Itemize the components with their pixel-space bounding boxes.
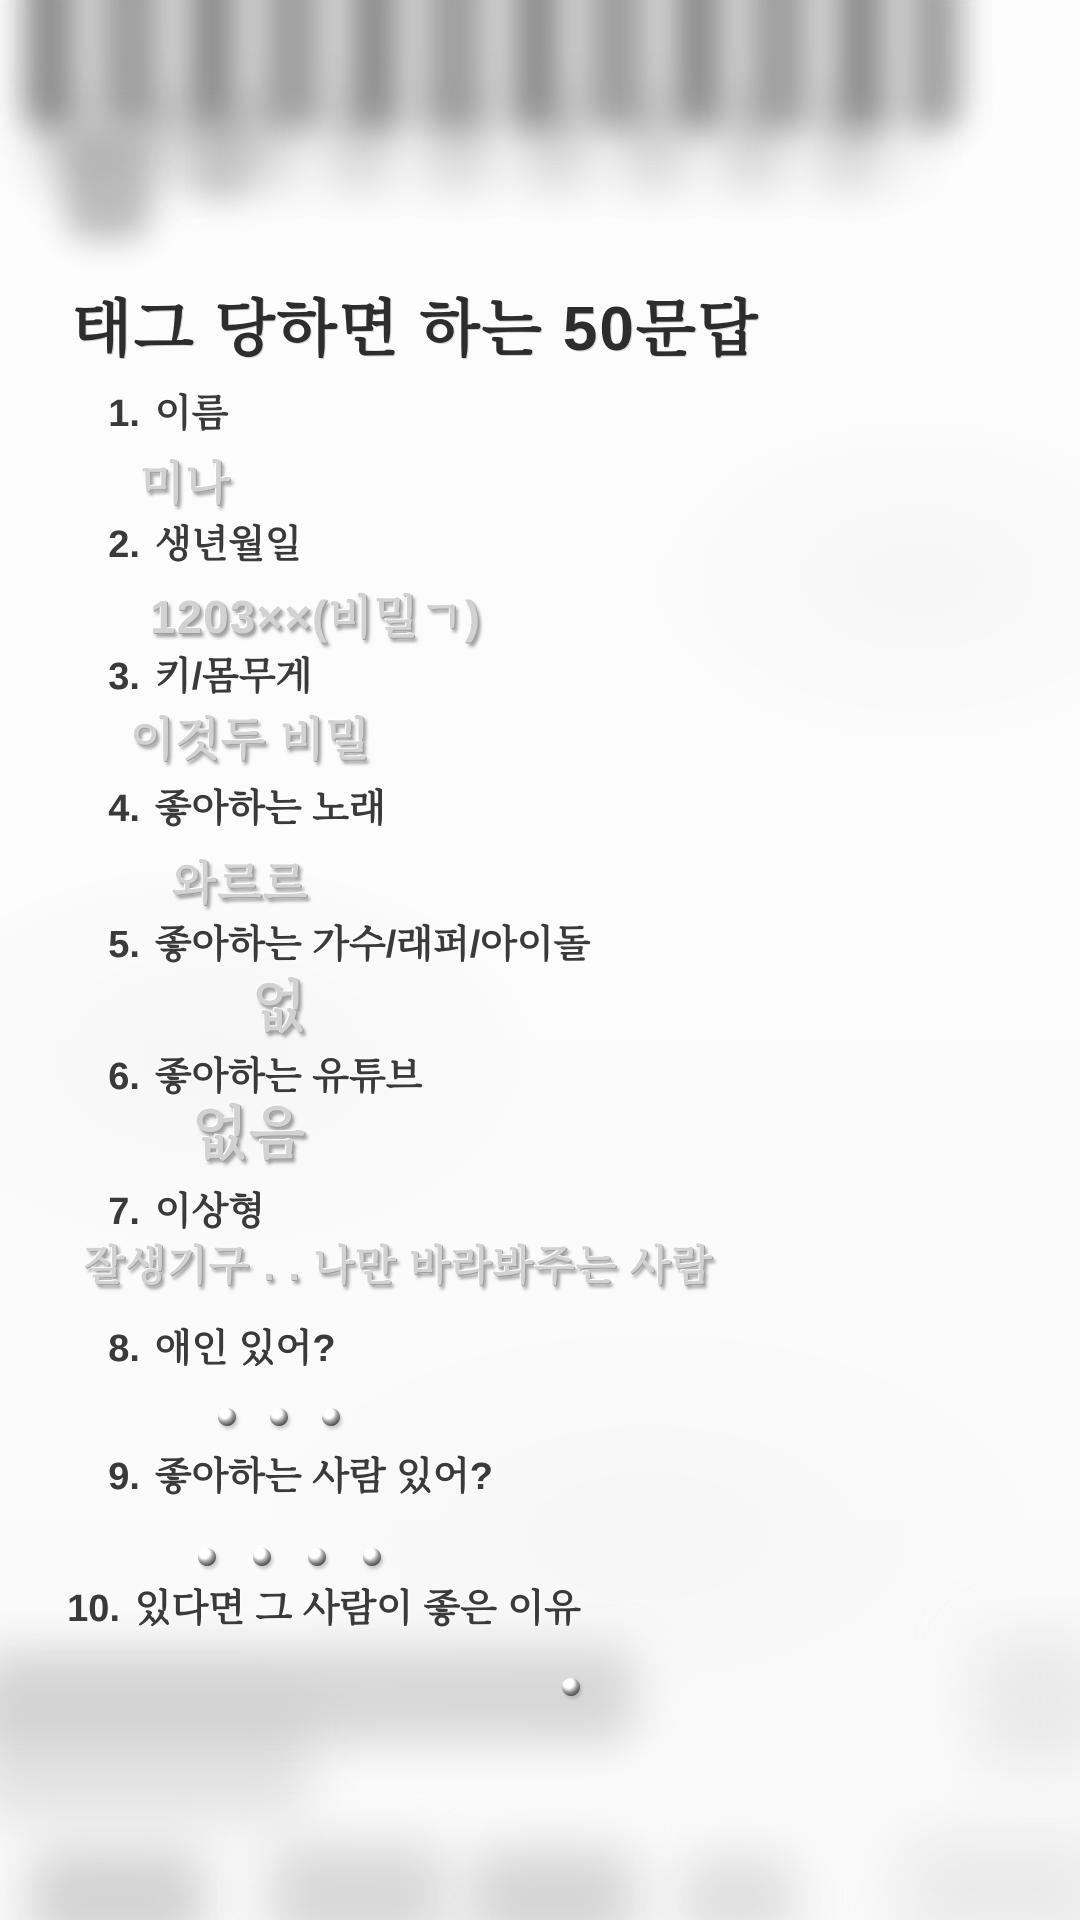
question-text: 좋아하는 노래 [155,788,386,830]
answer-text-1: 미나 [140,457,231,509]
blurred-edge-shading [975,1635,1080,1765]
answer-dot [253,1548,271,1566]
question-line-7 [80,1191,265,1234]
answer-dot [562,1678,580,1696]
question-number: 4. [108,788,140,830]
question-number: 8. [108,1328,140,1370]
answer-text-5: 없 [252,975,308,1038]
question-line-1 [80,393,228,436]
answer-dots-8 [218,1408,340,1426]
question-number: 9. [108,1456,140,1498]
question-number: 5. [108,924,140,966]
question-line-9 [80,1456,493,1499]
answer-dot [322,1408,340,1426]
answer-dot [308,1548,326,1566]
answer-text-7: 잘생기구 . . 나만 바라봐주는 사람 [84,1242,714,1289]
blurred-text-region-bottom [30,1850,205,1920]
question-number: 7. [108,1191,140,1233]
answer-text-6: 없음 [192,1101,307,1166]
question-line-8 [80,1328,336,1371]
question-line-4 [80,788,386,831]
blurred-edge-shading [900,1835,1080,1920]
blurred-text-descender [190,112,250,200]
blurred-text-region-bottom [470,1850,635,1920]
question-text: 좋아하는 가수/래퍼/아이돌 [155,924,591,966]
blurred-text-descender [66,128,150,240]
answer-dots-9 [198,1548,381,1566]
question-text: 애인 있어? [155,1328,336,1370]
answer-dots-10 [562,1678,580,1696]
question-line-5 [80,924,590,967]
question-number: 3. [108,656,140,698]
answer-dot [218,1408,236,1426]
blurred-text-region-bottom [270,1845,445,1920]
blurred-text-region-top-fade [35,96,925,188]
question-text: 생년월일 [155,524,302,566]
question-text: 이름 [155,393,229,435]
answer-text-3: 이것두 비밀 [130,713,371,765]
question-text: 이상형 [155,1191,266,1233]
question-number: 6. [108,1056,140,1098]
answer-text-4: 와르르 [172,857,309,909]
blurred-answer-region [0,1648,635,1743]
question-line-10 [60,1588,581,1631]
question-number: 1. [108,393,140,435]
blurred-answer-region [0,1698,310,1818]
question-line-6 [80,1056,423,1099]
answer-text-2: 1203××(비밀ㄱ) [150,591,482,643]
question-text: 좋아하는 유튜브 [155,1056,423,1098]
answer-dot [198,1548,216,1566]
answer-dot [363,1548,381,1566]
question-number: 10. [67,1588,120,1630]
page-title: 태그 당하면 하는 50문답 [72,295,760,364]
question-line-2 [80,524,302,567]
question-text: 있다면 그 사람이 좋은 이유 [135,1588,582,1630]
question-text: 좋아하는 사람 있어? [155,1456,493,1498]
answer-dot [270,1408,288,1426]
blurred-text-region-bottom [680,1856,795,1920]
question-number: 2. [108,524,140,566]
blurred-text-region-top [25,0,960,130]
question-line-3 [80,656,312,699]
question-text: 키/몸무게 [155,656,313,698]
